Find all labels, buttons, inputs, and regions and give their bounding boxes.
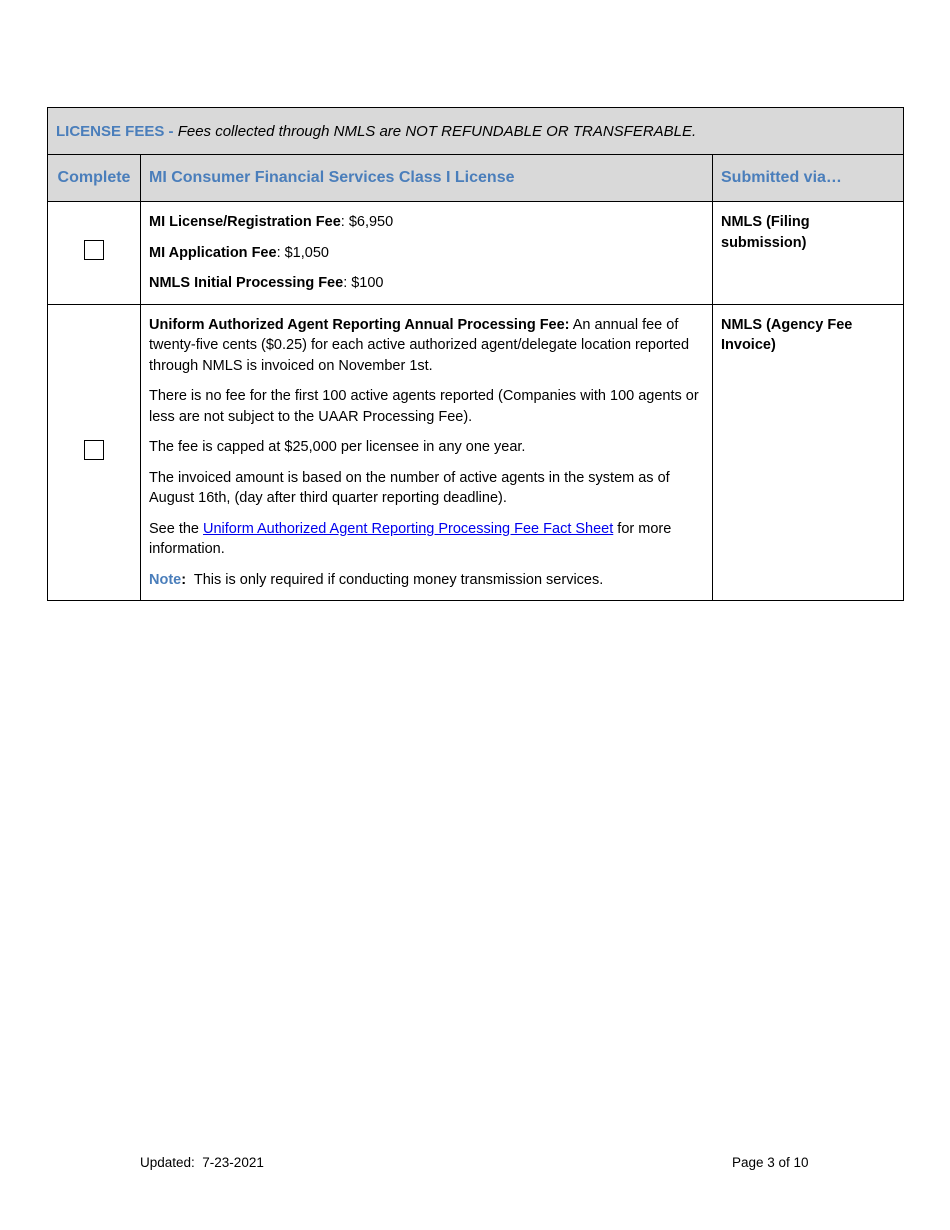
uaar-text: An annual fee of twenty-five cents ($0.25) for each active authorized agent/delegate location reported through NMLS is invoiced on November 1st. — [149, 316, 690, 374]
invoice-paragraph: The invoiced amount is based on the number of active agents in the system as of August 16th, (day after third quarter reporting deadline). — [149, 469, 670, 506]
complete-cell — [48, 304, 141, 601]
fee-label: NMLS Initial Processing Fee — [149, 275, 344, 291]
table-row — [48, 304, 904, 601]
fee-line — [149, 212, 704, 233]
uaar-label: Uniform Authorized Agent Reporting Annual Processing Fee: — [149, 316, 570, 333]
note-paragraph — [149, 570, 704, 591]
header-submitted: Submitted via… — [713, 155, 904, 202]
title-label: LICENSE FEES - — [56, 122, 174, 140]
fee-cell — [141, 202, 713, 305]
threshold-paragraph: There is no fee for the first 100 active agents reported (Companies with 100 agents or less are not subject to the UAAR Processing Fee). — [149, 388, 699, 425]
see-pre: See the — [149, 520, 204, 537]
table-row — [48, 202, 904, 305]
submitted-via: NMLS (Agency Fee Invoice) — [713, 304, 904, 601]
uaar-paragraph — [149, 315, 704, 377]
title-note: Fees collected through NMLS are NOT REFUNDABLE OR TRANSFERABLE. — [173, 122, 697, 140]
fee-value: : $6,950 — [340, 214, 394, 230]
table-title — [48, 108, 904, 155]
fee-line — [149, 243, 704, 264]
see-post: for more information. — [149, 520, 672, 557]
cap-paragraph: The fee is capped at $25,000 per licensee in any one year. — [149, 439, 526, 455]
complete-cell — [48, 202, 141, 305]
header-license: MI Consumer Financial Services Class I License — [141, 155, 713, 202]
complete-checkbox[interactable] — [84, 240, 104, 260]
submitted-via: NMLS (Filing submission) — [713, 202, 904, 305]
fee-line — [149, 273, 704, 294]
complete-checkbox[interactable] — [84, 440, 104, 460]
note-label: Note — [149, 571, 182, 588]
fee-value: : $100 — [343, 275, 384, 291]
note-text: This is only required if conducting money transmission services. — [186, 571, 604, 588]
note-colon: : — [181, 571, 187, 588]
footer-page-number: Page 3 of 10 — [732, 1155, 809, 1170]
fact-sheet-link[interactable]: Uniform Authorized Agent Reporting Processing Fee Fact Sheet — [203, 520, 614, 537]
license-fees-table — [47, 107, 904, 601]
fee-value: : $1,050 — [276, 244, 329, 261]
see-paragraph — [149, 519, 704, 560]
fee-label: MI License/Registration Fee — [149, 214, 341, 230]
header-complete: Complete — [48, 155, 141, 202]
fee-label: MI Application Fee — [149, 244, 277, 261]
footer-updated: Updated: 7-23-2021 — [140, 1155, 264, 1170]
fee-cell — [141, 304, 713, 601]
